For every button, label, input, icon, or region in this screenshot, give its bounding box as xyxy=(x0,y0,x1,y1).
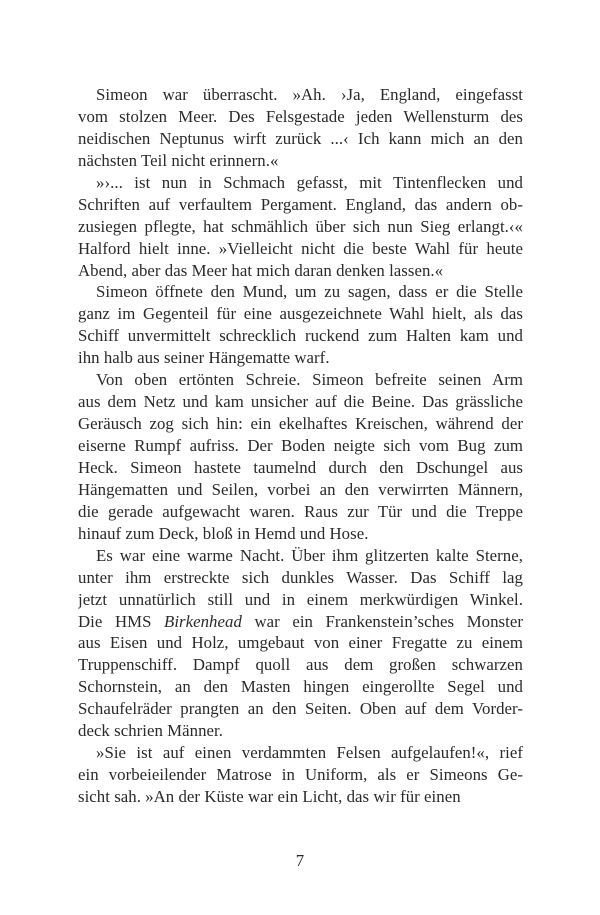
text-line: »›... ist nun in Schmach gefasst, mit Tintenflecken und xyxy=(96,172,523,192)
text-line: Schornstein, an den Masten hingen eingerollte Segel und xyxy=(78,677,523,697)
text-line: Halford hielt inne. »Vielleicht nicht die beste Wahl für heute xyxy=(78,238,523,258)
text-line: Es war eine warme Nacht. Über ihm glitzerten kalte Sterne, xyxy=(96,545,523,565)
text-line: Von oben ertönten Schreie. Simeon befreite seinen Arm xyxy=(96,370,523,390)
text-line: ihn halb aus seiner Hängematte warf. xyxy=(78,348,330,368)
text-line: Geräusch zog sich hin: ein ekelhaftes Kreischen, während der xyxy=(78,414,523,434)
text-line: Truppenschiff. Dampf quoll aus dem großen schwarzen xyxy=(78,655,523,675)
text-line: Hängematten und Seilen, vorbei an den verwirrten Männern, xyxy=(78,479,523,499)
text-line: ganz im Gegenteil für eine ausgezeichnete Wahl hielt, als das xyxy=(78,304,523,324)
text-line: Heck. Simeon hastete taumelnd durch den Dschungel aus xyxy=(78,457,523,477)
text-line: Schiff unvermittelt schrecklich ruckend zum Halten kam und xyxy=(78,326,523,346)
text-line: Schriften auf verfaultem Pergament. England, das andern ob- xyxy=(78,194,523,214)
text-line: vom stolzen Meer. Des Felsgestade jeden Wellensturm des xyxy=(78,106,523,126)
text-line: jetzt unnatürlich still und in einem merkwürdigen Winkel. xyxy=(78,589,523,609)
text-line: die gerade aufgewacht waren. Raus zur Tür und die Treppe xyxy=(78,501,523,521)
paragraph xyxy=(78,742,523,808)
text-line: Die HMS Birkenhead war ein Frankenstein’sches Monster xyxy=(78,611,523,631)
text-line: Abend, aber das Meer hat mich daran denken lassen.« xyxy=(78,260,444,280)
paragraph xyxy=(78,84,523,172)
text-line: nächsten Teil nicht erinnern.« xyxy=(78,150,279,170)
text-line: eiserne Rumpf aufriss. Der Boden neigte sich vom Bug zum xyxy=(78,436,523,455)
text-line: »Sie ist auf einen verdammten Felsen aufgelaufen!«, rief xyxy=(96,743,523,763)
text-block xyxy=(78,84,523,808)
text-line: ein vorbeieilender Matrose in Uniform, als er Simeons Ge- xyxy=(78,765,523,785)
text-line: deck schrien Männer. xyxy=(78,721,223,741)
text-line: aus Eisen und Holz, umgebaut von einer Fregatte zu einem xyxy=(78,633,523,653)
paragraph xyxy=(78,545,523,742)
text-line: hinauf zum Deck, bloß in Hemd und Hose. xyxy=(78,523,369,543)
text-line: neidischen Neptunus wirft zurück ...‹ Ich kann mich an den xyxy=(78,128,523,148)
text-line: Simeon öffnete den Mund, um zu sagen, dass er die Stelle xyxy=(96,282,523,302)
page-number: 7 xyxy=(295,851,305,870)
text-line: Schaufelräder prangten an den Seiten. Oben auf dem Vorder- xyxy=(78,699,523,719)
text-line: aus dem Netz und kam unsicher auf die Beine. Das grässliche xyxy=(78,392,523,412)
text-line: zusiegen pflegte, hat schmählich über sich nun Sieg erlangt.‹« xyxy=(78,216,523,236)
text-line: sicht sah. »An der Küste war ein Licht, das wir für einen xyxy=(78,787,461,806)
paragraph xyxy=(78,172,523,282)
paragraph xyxy=(78,281,523,369)
paragraph xyxy=(78,369,523,545)
text-line: Simeon war überrascht. »Ah. ›Ja, England, eingefasst xyxy=(96,85,523,104)
text-line: unter ihm erstreckte sich dunkles Wasser. Das Schiff lag xyxy=(78,567,523,587)
